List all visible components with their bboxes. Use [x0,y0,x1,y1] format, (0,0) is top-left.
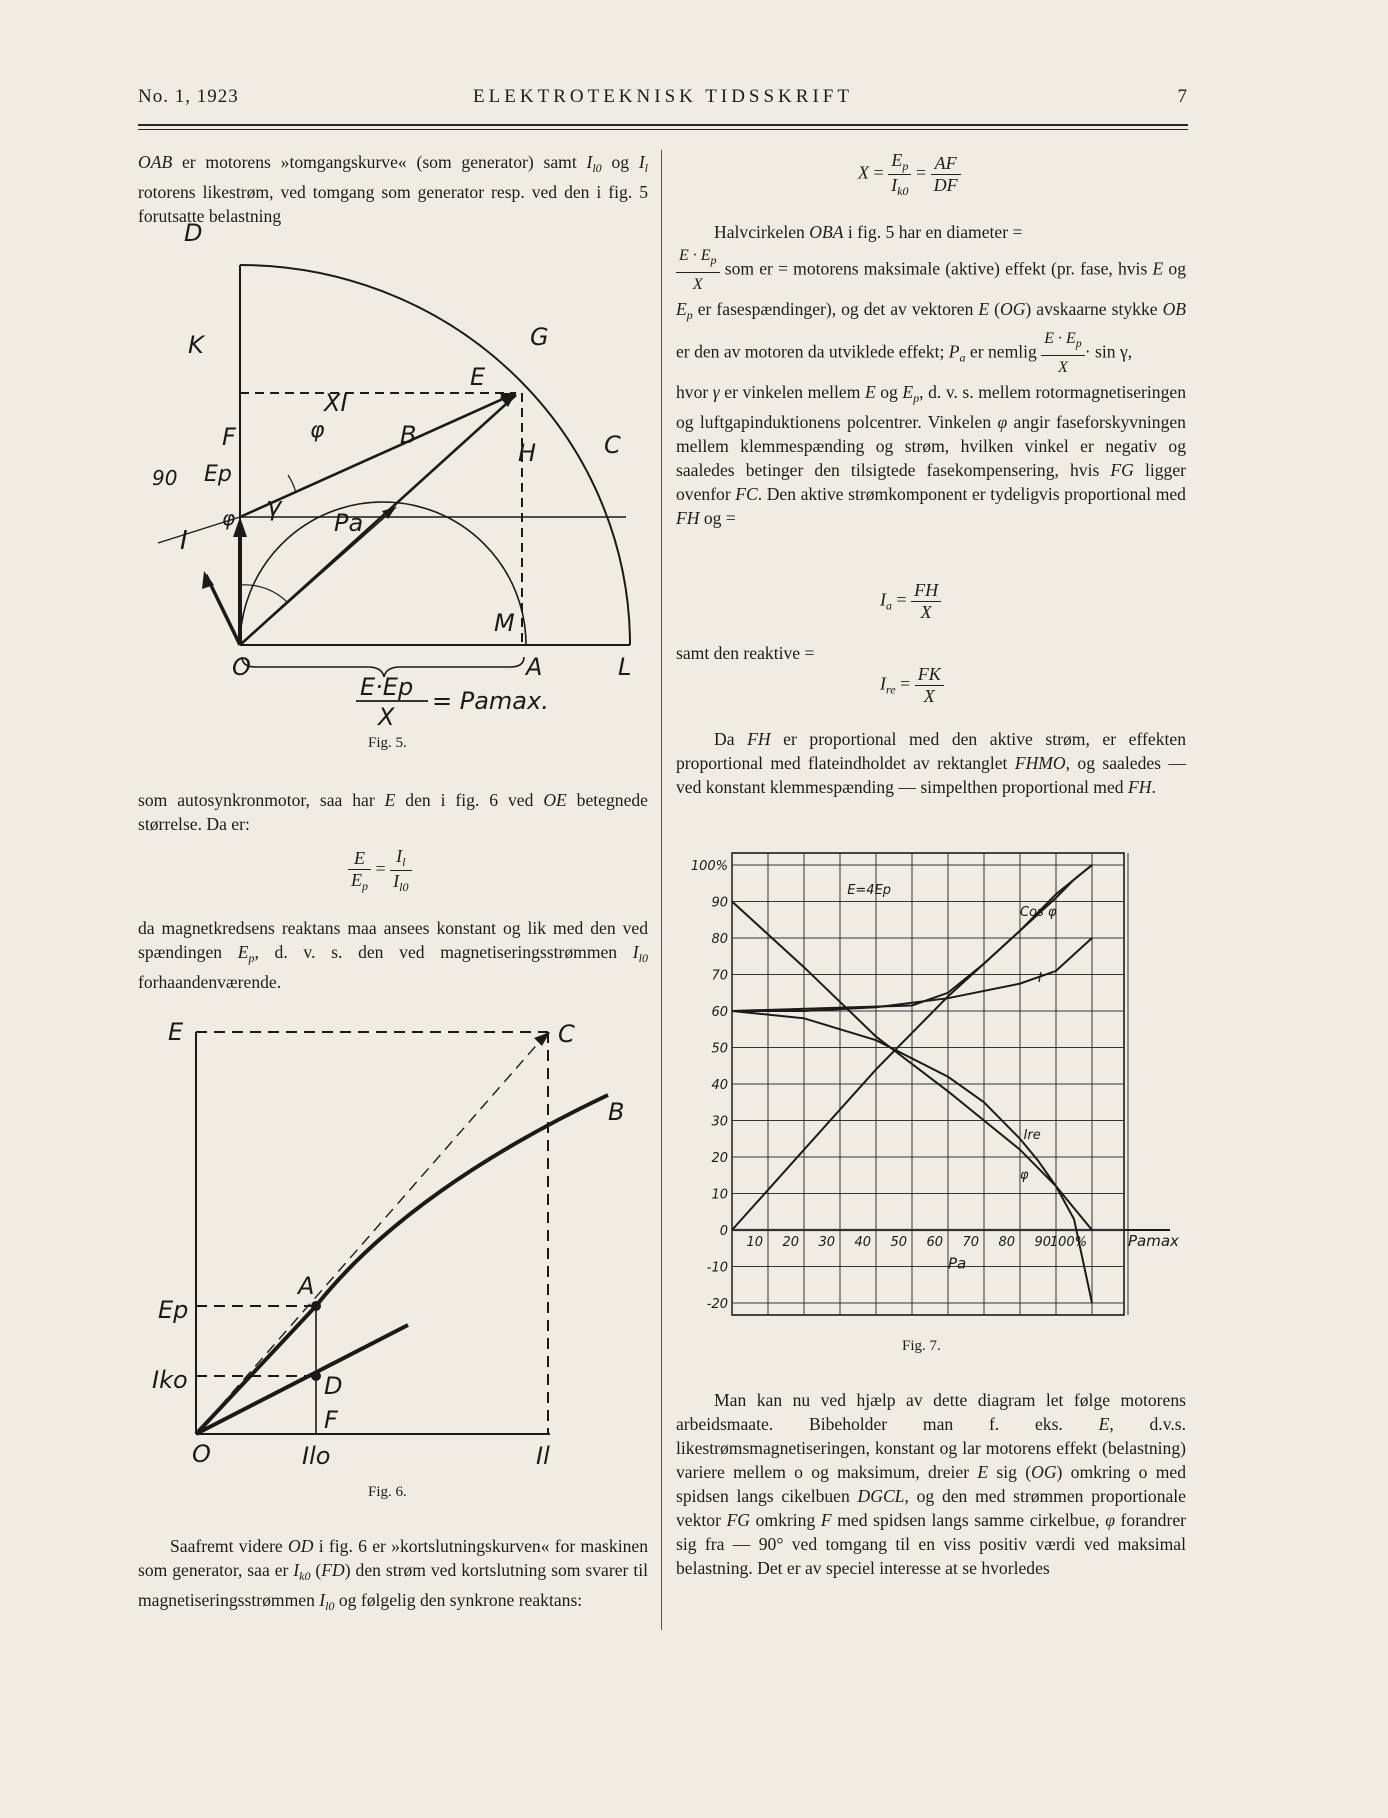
column-divider [661,150,662,1630]
equation-1: $\frac{E}{E_p}$ = $\frac{I_l}{I_{l0}}$ [348,846,412,895]
fig5-label-E: E [470,363,486,391]
fig5-label-G: G [530,323,549,351]
fig5-brace-den: X [378,703,395,731]
header-rule-thin [138,129,1188,130]
x-tick-label: 90 [1034,1235,1051,1250]
fig5-label-B: B [400,421,417,449]
left-paragraph-2: som autosynkronmotor, saa har E den i fig. 6 ved OE betegnede størrelse. Da er: [138,790,648,834]
fig5-label-Pa: Pa [334,509,364,537]
fig5-label-D: D [184,219,203,247]
fig6-label-Iko: Iko [152,1366,188,1394]
fig6-label-Ep: Ep [158,1296,189,1324]
fig5-caption: Fig. 5. [368,735,407,751]
right-paragraph-4: Man kan nu ved hjælp av dette diagram let følge motorens arbeidsmaate. Bibeholder man f. eks. E, d.v.s. likestrømsmagnetiseringen, konstant og lar motorens effekt (belastning) variere mellem o og maksimum, dreier E sig (OG) omkring o med spidsen langs cikelbuen DGCL, og den med strømmen proportionale vektor FG omkring F med spidsen langs samme cirkelbue, φ forandrer sig fra — 90° ved tomgang til en viss positiv værdi ved maksimal belastning. Det er av speciel interesse at se hvorledes [676,1390,1186,1578]
fig6-label-D: D [324,1372,343,1400]
y-tick-label: 0 [719,1224,728,1239]
y-tick-label: 70 [711,968,728,984]
fig5-label-phi: φ [310,418,325,443]
right-paragraph-2: samt den reaktive = [676,643,815,663]
y-tick-label: 40 [711,1078,728,1093]
fig5-label-A: A [526,653,543,681]
fig5-label-F: F [222,423,236,451]
fig6-label-Il: Il [536,1442,550,1470]
figure-7-chart [676,855,1196,1335]
fig5-label-90: 90 [152,466,178,490]
fig6-label-F: F [324,1406,338,1434]
fig6-label-O: O [192,1440,211,1468]
fig5-label-H: H [518,439,537,467]
fig5-label-XI: XI [324,389,348,417]
fig5-label-phi2: φ [222,506,236,530]
fig5-brace-rhs: = Pamax. [432,687,549,715]
left-paragraph-3: da magnetkredsens reaktans maa ansees konstant og lik med den ved spændingen $E_p$, d. v. s. den ved magnetiseringsstrømmen $I_{l0}$ forhaandenværende. [138,918,648,992]
fig6-label-C: C [558,1020,575,1048]
journal-title: ELEKTROTEKNISK TIDSSKRIFT [473,86,853,107]
y-tick-label: 80 [711,932,728,947]
x-axis-label: Pa [948,1254,967,1273]
x-tick-label: 70 [962,1235,979,1250]
equation-X: X = $\frac{E_p}{I_{k0}}$ = $\frac{AF}{DF}$ [858,150,961,199]
y-tick-label: -10 [706,1260,728,1276]
x-tick-label: 40 [854,1235,871,1250]
figure-5-diagram [138,219,658,745]
figure-6-diagram [138,1010,658,1470]
fig5-label-K: K [188,331,204,359]
fig5-label-L: L [618,653,632,681]
series-label: Ire [1023,1127,1041,1143]
issue-label: No. 1, 1923 [138,86,239,107]
fig5-label-gamma: γ [266,492,282,522]
fig5-label-I: I [180,526,188,556]
running-header [138,86,1188,112]
fig5-label-Ep: Ep [204,462,232,487]
y-tick-label: 60 [711,1005,728,1020]
fig6-caption: Fig. 6. [368,1484,407,1500]
equation-Ia: $I_a$ = $\frac{FH}{X}$ [880,580,941,623]
right-paragraph-1: Halvcirkelen OBA i fig. 5 har en diameter = $\frac{E \cdot E_p}{X}$ som er = motorens maksimale (aktive) effekt (pr. fase, hvis E og $E_p$ er fasespændinger), og det av vektoren E (OG) avskaarne stykke OB er den av motoren da utviklede effekt; $P_a$ er nemlig $\frac{E \cdot E_p}{X}$ · sin γ, hvor γ er vinkelen mellem E og $E_p$, d. v. s. mellem rotormagnetiseringen og luftgapinduktionens polcentrer. Vinkelen φ angir faseforskyvningen mellem klemmespænding og strøm, hvilken vinkel er negativ og saaledes betinger den tilsigtede fasekompensering, hvis FG ligger ovenfor FC. Den aktive strømkomponent er tydeligvis proportional med FH og = [676,222,1187,528]
series-label: I [1038,970,1042,986]
fig7-caption: Fig. 7. [902,1338,941,1354]
y-tick-label: 30 [711,1114,728,1130]
left-paragraph-4: Saafremt videre OD i fig. 6 er »kortslutningskurven« for maskinen som generator, saa er $I_{k0}$ (FD) den strøm ved kortslutning som svarer til magnetiseringsstrømmen $I_{l0}$ og følgelig den synkrone reaktans: [138,1536,648,1613]
y-tick-label: 50 [711,1041,728,1057]
equation-Ire: $I_{re}$ = $\frac{FK}{X}$ [880,664,944,707]
fig5-label-M: M [494,609,515,637]
x-tick-label: 80 [998,1235,1015,1250]
fig5-label-O: O [232,653,251,681]
page-number: 7 [1177,86,1188,107]
series-label: E=4Ep [847,883,892,899]
x-tick-label: 10 [746,1235,763,1250]
y-tick-label: 100% [690,859,728,874]
x-axis-name: Pamax [1128,1232,1179,1250]
x-tick-label: 100% [1049,1235,1087,1250]
y-tick-label: 10 [711,1187,728,1203]
fig5-brace-num: E·Ep [360,673,414,701]
y-tick-label: -20 [706,1297,728,1312]
fig5-label-C: C [604,431,621,459]
series-label: φ [1020,1167,1029,1183]
left-paragraph-1: OAB er motorens »tomgangskurve« (som generator) samt $I_{l0}$ og $I_l$ rotorens likestrøm, ved tomgang som generator resp. ved den i fig. 5 forutsatte belastning [138,152,649,226]
x-tick-label: 30 [818,1235,835,1250]
x-tick-label: 20 [782,1235,799,1250]
header-rule [138,124,1188,126]
y-tick-label: 90 [711,895,728,911]
fig6-label-B: B [608,1098,625,1126]
right-paragraph-3: Da FH er proportional med den aktive strøm, er effekten proportional med flateindholdet av rektanglet FHMO, og saaledes — ved konstant klemmespænding — simpelthen proportional med FH. [676,729,1186,797]
fig6-label-Ilo: Ilo [302,1442,331,1470]
fig6-label-E: E [168,1018,184,1046]
x-tick-label: 60 [926,1235,943,1250]
y-tick-label: 20 [711,1151,728,1166]
x-tick-label: 50 [890,1235,907,1250]
fig6-label-A: A [298,1272,315,1300]
series-label: Cos φ [1020,905,1057,921]
